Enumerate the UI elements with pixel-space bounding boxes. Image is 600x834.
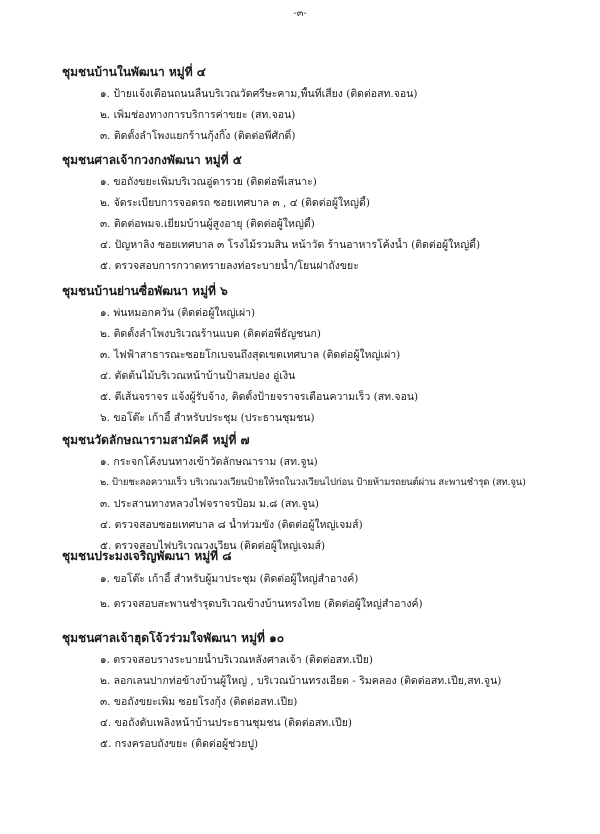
list-item: ๓. ประสานทางหลวงไฟจราจรป้อม ม.๘ (สท.จูน): [100, 498, 319, 510]
section-title: ชุมชนบ้านย่านซื่อพัฒนา หมู่ที่ ๖: [62, 284, 228, 298]
list-item: ๕. ตรวจสอบการกวาดทรายลงท่อระบายน้ำ/โยนฝาถังขยะ: [100, 260, 359, 272]
list-item: ๑. ขอโต๊ะ เก้าอี้ สำหรับผู้มาประชุม (ติดต่อผู้ใหญ่สำอางค์): [100, 573, 359, 585]
section-moo-4: [62, 64, 582, 143]
list-item: ๑. พ่นหมอกควัน (ติดต่อผู้ใหญ่เผ่า): [100, 307, 256, 319]
list-item: ๔. ปัญหาลิง ซอยเทศบาล ๓ โรงไม้รวมสิน หน้าวัด ร้านอาหารโค้งน้ำ (ติดต่อผู้ใหญ่ดี้): [100, 239, 481, 251]
list-item: ๔. ตัดต้นไม้บริเวณหน้าบ้านป้าสมปอง อู่เงิน: [100, 370, 296, 382]
list-item: ๑. ตรวจสอบรางระบายน้ำบริเวณหลังศาลเจ้า (ติดต่อสท.เปีย): [100, 654, 373, 666]
section-moo-6: [62, 283, 582, 425]
section-moo-5: [62, 152, 582, 273]
list-item: ๓. ไฟฟ้าสาธารณะซอยโกเบจนถึงสุดเขตเทศบาล (ติดต่อผู้ใหญ่เผ่า): [100, 349, 401, 361]
section-moo-10: [62, 630, 582, 751]
list-item: ๔. ขอถังดับเพลิงหน้าบ้านประธานชุมชน (ติดต่อสท.เปีย): [100, 717, 353, 729]
list-item: ๖. ขอโต๊ะ เก้าอี้ สำหรับประชุม (ประธานชุมชน): [100, 412, 315, 424]
list-item: ๑. ขอถังขยะเพิ่มบริเวณอู่ดารวย (ติดต่อพี่เสนาะ): [100, 176, 317, 188]
list-item: ๒. ป้ายชะลอความเร็ว บริเวณวงเวียนป้ายให้รถในวงเวียนไปก่อน ป้ายห้ามรถยนต์ผ่าน สะพานชำรุด (สท.จูน): [100, 477, 526, 488]
section-moo-7: [62, 432, 582, 553]
list-item: ๔. ตรวจสอบซอยเทศบาล ๘ น้ำท่วมขัง (ติดต่อผู้ใหญ่เจมส์): [100, 519, 363, 531]
list-item: ๒. ติดตั้งลำโพงบริเวณร้านแบต (ติดต่อพี่ธัญชนก): [100, 328, 321, 340]
section-title: ชุมชนศาลเจ้ากวงกงพัฒนา หมู่ที่ ๕: [62, 153, 242, 167]
list-item: ๕. ตีเส้นจราจร แจ้งผู้รับจ้าง, ติดตั้งป้ายจราจรเตือนความเร็ว (สท.จอน): [100, 391, 419, 403]
list-item: ๓. ติดตั้งลำโพงแยกร้านกุ้งกิ๊ง (ติดต่อพี่ศักดิ์): [100, 130, 296, 142]
list-item: ๑. ป้ายแจ้งเตือนถนนลื่นบริเวณวัดศรีษะคาม,พื้นที่เสี่ยง (ติดต่อสท.จอน): [100, 88, 418, 100]
section-title: ชุมชนบ้านในพัฒนา หมู่ที่ ๔: [62, 65, 206, 79]
list-item: ๑. กระจกโค้งบนทางเข้าวัดลักษณาราม (สท.จูน): [100, 456, 318, 468]
section-title: ชุมชนประมงเจริญพัฒนา หมู่ที่ ๘: [62, 549, 232, 563]
list-item: ๓. ขอถังขยะเพิ่ม ซอยโรงกุ้ง (ติดต่อสท.เปีย): [100, 696, 298, 708]
section-title: ชุมชนศาลเจ้าฮุดโจ้วร่วมใจพัฒนา หมู่ที่ ๑๐: [62, 631, 285, 645]
list-item: ๒. เพิ่มช่องทางการบริการค่าขยะ (สท.จอน): [100, 109, 296, 121]
list-item: ๕. ตรวจสอบไฟบริเวณวงเวียน (ติดต่อผู้ใหญ่เจมส์): [100, 540, 326, 552]
list-item: ๒. จัดระเบียบการจอดรถ ซอยเทศบาล ๓ , ๔ (ติดต่อผู้ใหญ่ดี้): [100, 197, 370, 209]
list-item: ๓. ติดต่อพมจ.เยี่ยมบ้านผู้สูงอายุ (ติดต่อผู้ใหญ่ดี้): [100, 218, 315, 230]
list-item: ๒. ลอกเลนปากท่อข้างบ้านผู้ใหญ่ , บริเวณบ้านทรงเอียด - ริมคลอง (ติดต่อสท.เปีย,สท.จูน): [100, 675, 502, 687]
section-title: ชุมชนวัดลักษณารามสามัคคี หมู่ที่ ๗: [62, 433, 250, 447]
page-number: -๓-: [293, 8, 307, 19]
list-item: ๒. ตรวจสอบสะพานชำรุดบริเวณข้างบ้านทรงไทย (ติดต่อผู้ใหญ่สำอางค์): [100, 598, 423, 610]
section-moo-8: [62, 548, 582, 611]
list-item: ๕. กรงครอบถังขยะ (ติดต่อผู้ช่วยปู): [100, 738, 259, 750]
